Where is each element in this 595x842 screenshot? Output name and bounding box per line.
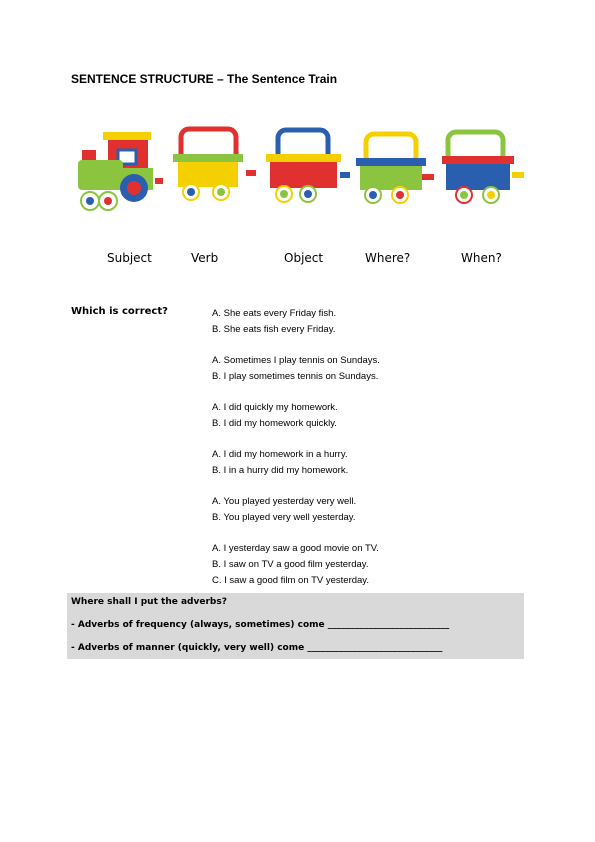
answer-option: B. I play sometimes tennis on Sundays. [212,371,379,382]
label-subject: Subject [107,251,152,265]
answer-group [212,494,380,526]
wagon-blue [442,132,524,203]
adverbs-box [67,593,524,659]
locomotive [78,132,163,210]
answer-option: B. She eats fish every Friday. [212,324,336,335]
label-when: When? [461,251,502,265]
train-illustration [70,118,530,218]
adverbs-manner-line: - Adverbs of manner (quickly, very well) come ______________________________ [71,643,443,653]
answer-group [212,353,380,385]
wagon-green [356,134,434,203]
wagon-red [266,130,350,202]
label-object: Object [284,251,324,265]
answer-option: A. You played yesterday very well. [212,496,357,507]
answer-groups [212,306,380,604]
answer-option: B. I saw on TV a good film yesterday. [212,559,369,570]
adverbs-heading: Where shall I put the adverbs? [71,597,227,607]
adverbs-frequency-line: - Adverbs of frequency (always, sometimes) come ___________________________ [71,620,450,630]
answer-group [212,447,380,479]
answer-option: A. Sometimes I play tennis on Sundays. [212,355,380,366]
answer-group [212,306,380,338]
wagon-yellow [173,129,256,200]
question-label: Which is correct? [71,306,168,317]
answer-option: A. I yesterday saw a good movie on TV. [212,543,379,554]
answer-option: B. You played very well yesterday. [212,512,356,523]
answer-group [212,400,380,432]
label-where: Where? [365,251,411,265]
answer-option: B. I in a hurry did my homework. [212,465,349,476]
answer-option: B. I did my homework quickly. [212,418,337,429]
page-title: SENTENCE STRUCTURE – The Sentence Train [71,72,338,86]
answer-option: C. I saw a good film on TV yesterday. [212,575,369,586]
answer-group [212,541,380,589]
answer-option: A. I did my homework in a hurry. [212,449,348,460]
label-verb: Verb [191,251,219,265]
answer-option: A. I did quickly my homework. [212,402,338,413]
answer-option: A. She eats every Friday fish. [212,308,337,319]
